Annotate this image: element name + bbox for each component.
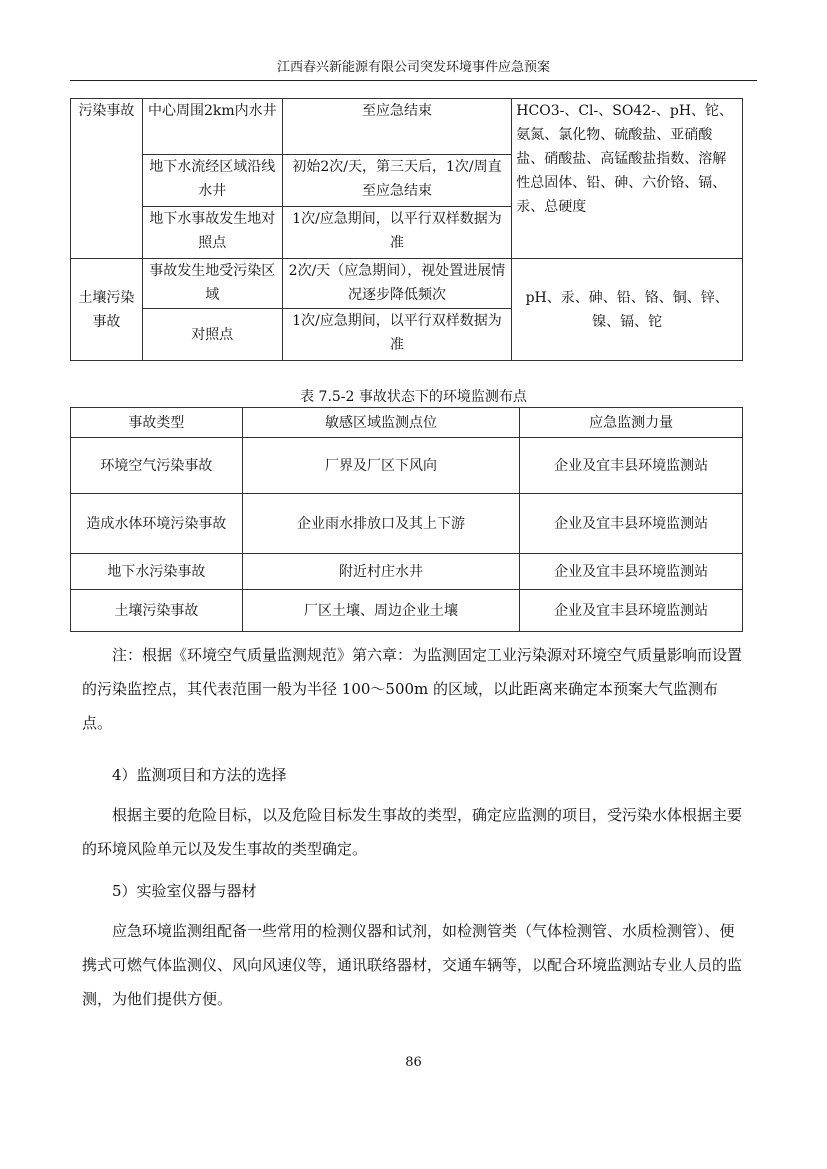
table-row: [71, 438, 743, 494]
note-paragraph: 注：根据《环境空气质量监测规范》第六章：为监测固定工业污染源对环境空气质量影响而设置的污染监控点，其代表范围一般为半径 100～500m 的区域，以此距离来确定本预案大气监测布点。: [82, 646, 743, 732]
column-header: 事故类型: [71, 408, 243, 438]
page-number: 86: [405, 1055, 422, 1070]
items-cell: HCO3-、Cl-、SO42-、pH、铊、氨氮、氯化物、硫酸盐、亚硝酸盐、硝酸盐、高锰酸盐指数、溶解性总固体、铅、砷、六价铬、镉、汞、总硬度: [512, 99, 743, 259]
section-heading-4: 4）监测项目和方法的选择: [112, 766, 287, 784]
table-cell: 企业及宜丰县环境监测站: [520, 554, 743, 590]
frequency-cell: 至应急结束: [282, 99, 512, 155]
frequency-cell: 2次/天（应急期间），视处置进展情况逐步降低频次: [282, 259, 512, 309]
table-row: [71, 554, 743, 590]
table-cell: 企业及宜丰县环境监测站: [520, 590, 743, 632]
paragraph-4: 根据主要的危险目标，以及危险目标发生事故的类型，确定应监测的项目，受污染水体根据主要的环境风险单元以及发生事故的类型确定。: [82, 806, 743, 858]
table-cell: 环境空气污染事故: [71, 438, 243, 494]
monitoring-point-cell: 地下水流经区域沿线水井: [142, 155, 282, 207]
frequency-cell: 1次/应急期间，以平行双样数据为准: [282, 309, 512, 361]
monitoring-point-cell: 对照点: [142, 309, 282, 361]
monitoring-layout-table: [70, 407, 743, 632]
monitoring-point-cell: 地下水事故发生地对照点: [142, 207, 282, 259]
table-cell: 厂界及厂区下风向: [242, 438, 520, 494]
frequency-cell: 初始2次/天，第三天后，1次/周直至应急结束: [282, 155, 512, 207]
table-cell: 企业及宜丰县环境监测站: [520, 438, 743, 494]
frequency-cell: 1次/应急期间，以平行双样数据为准: [282, 207, 512, 259]
monitoring-point-cell: 事故发生地受污染区域: [142, 259, 282, 309]
paragraph-5: 应急环境监测组配备一些常用的检测仪器和试剂，如检测管类（气体检测管、水质检测管）、便携式可燃气体监测仪、风向风速仪等，通讯联络器材，交通车辆等，以配合环境监测站专业人员的监测，为他们提供方便。: [82, 922, 743, 1008]
table-row: [71, 259, 743, 309]
page-header: 江西春兴新能源有限公司突发环境事件应急预案: [276, 60, 550, 75]
table-cell: 造成水体环境污染事故: [71, 494, 243, 554]
table-cell: 企业及宜丰县环境监测站: [520, 494, 743, 554]
table-header-row: [71, 408, 743, 438]
accident-type-cell: 土壤污染事故: [71, 259, 143, 361]
table-row: [71, 590, 743, 632]
table-row: [71, 494, 743, 554]
header-rule: [70, 80, 757, 81]
table-cell: 厂区土壤、周边企业土壤: [242, 590, 520, 632]
column-header: 敏感区域监测点位: [242, 408, 520, 438]
table-cell: 土壤污染事故: [71, 590, 243, 632]
section-heading-5: 5）实验室仪器与器材: [112, 882, 257, 900]
table-cell: 地下水污染事故: [71, 554, 243, 590]
table-caption: 表 7.5-2 事故状态下的环境监测布点: [300, 389, 527, 405]
table-row: [71, 99, 743, 155]
items-cell: pH、汞、砷、铅、铬、铜、锌、镍、镉、铊: [512, 259, 743, 361]
column-header: 应急监测力量: [520, 408, 743, 438]
monitoring-frequency-table: [70, 98, 743, 361]
monitoring-point-cell: 中心周围2km内水井: [142, 99, 282, 155]
table-cell: 附近村庄水井: [242, 554, 520, 590]
accident-type-cell: 污染事故: [71, 99, 143, 259]
table-cell: 企业雨水排放口及其上下游: [242, 494, 520, 554]
